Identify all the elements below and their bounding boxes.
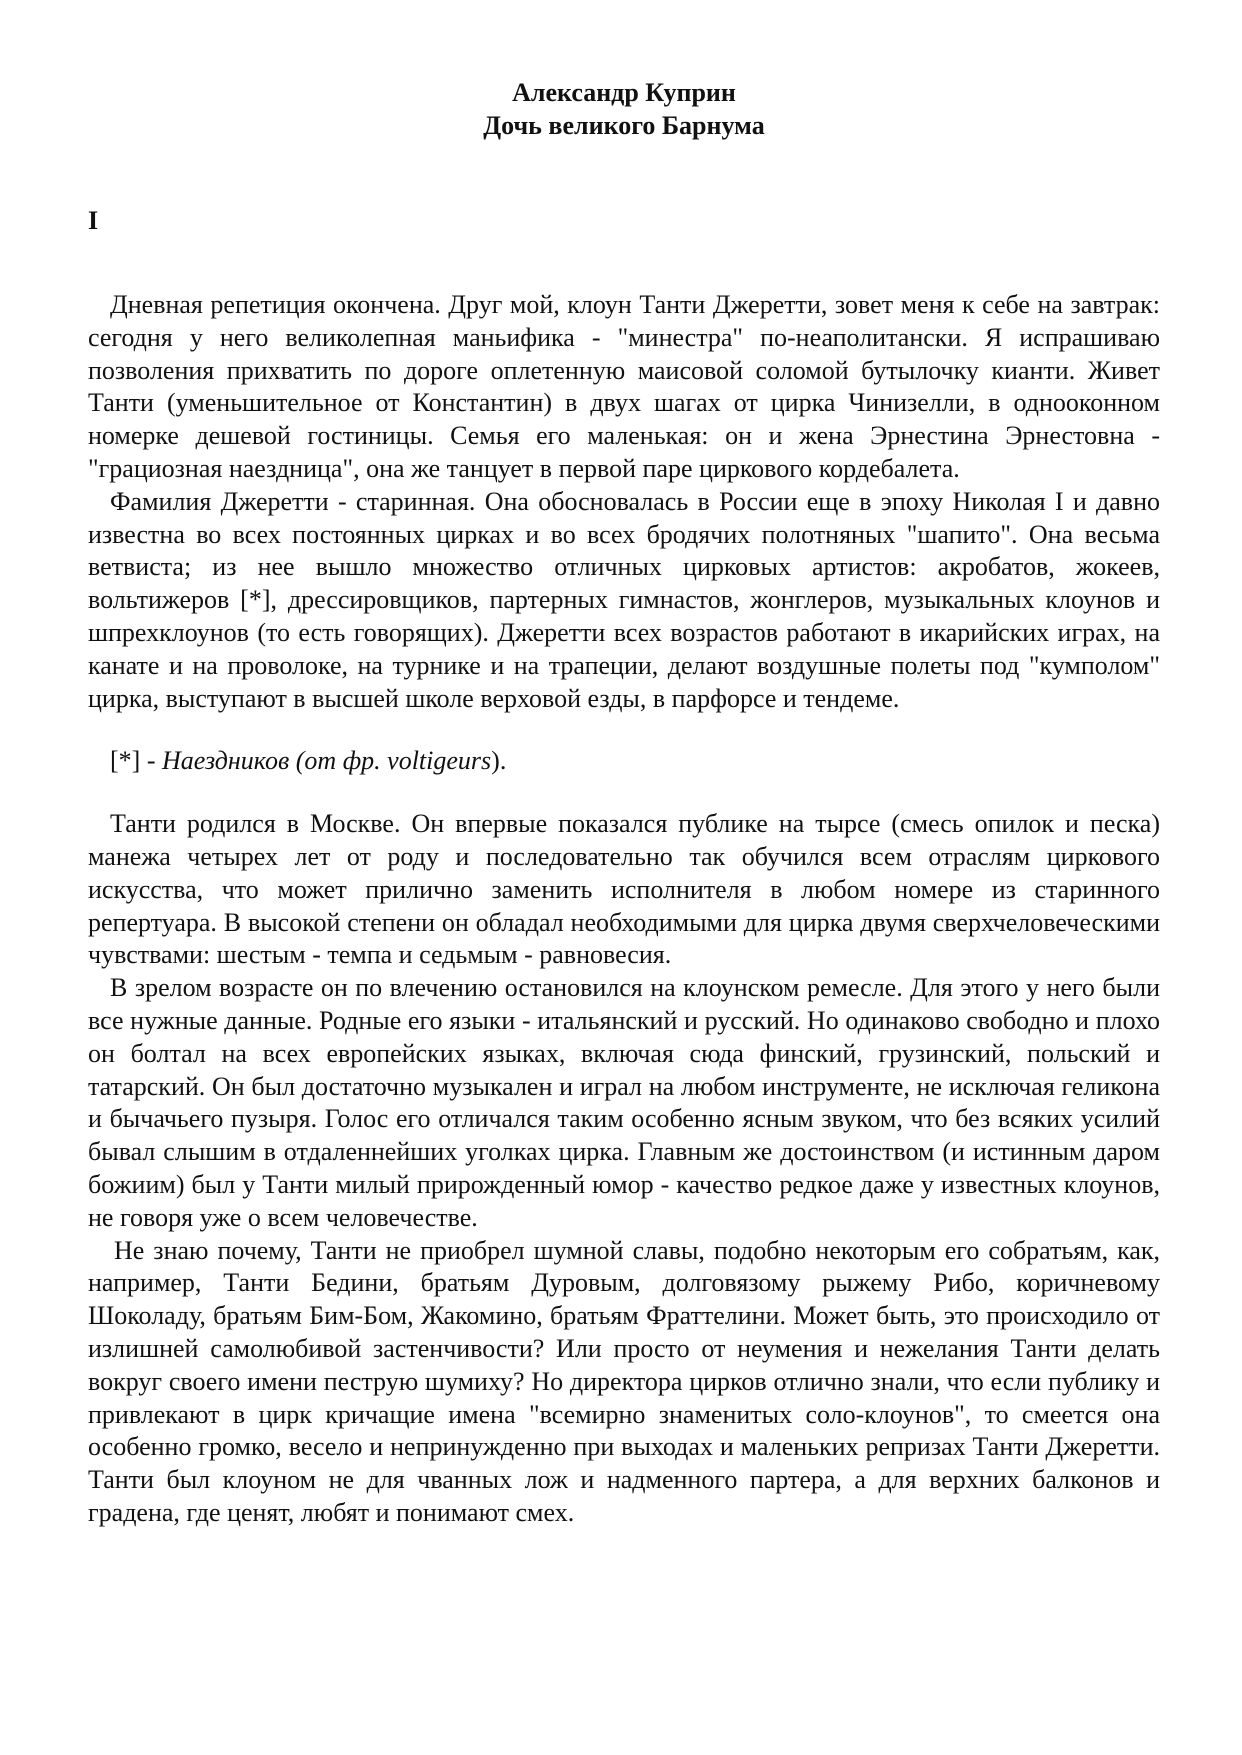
paragraph: Танти родился в Москве. Он впервые показался публике на тырсе (смесь опилок и песка) манежа четырех лет от роду и последовательно так обучился всем отраслям циркового искусства, что может прилично заменить исполнителя в любом номере из старинного репертуара. В высокой степени он обладал необходимыми для цирка двумя сверхчеловеческими чувствами: шестым - темпа и седьмым - равновесия. (88, 809, 1160, 970)
footnote (88, 745, 1160, 778)
footnote-marker: [*] - (110, 746, 162, 776)
footnote-closing: ). (491, 746, 507, 776)
work-title: Дочь великого Барнума (483, 111, 765, 140)
paragraph: Фамилия Джеретти - старинная. Она обосновалась в России еще в эпоху Николая I и давно известна во всех постоянных цирках и во всех бродячих полотняных "шапито". Она весьма ветвиста; из нее вышло множество отличных цирковых артистов: акробатов, жокеев, вольтижеров [*], дрессировщиков, партерных гимнастов, жонглеров, музыкальных клоунов и шпрехклоунов (то есть говорящих). Джеретти всех возрастов работают в икарийских играх, на канате и на проволоке, на турнике и на трапеции, делают воздушные полеты под "кумполом" цирка, выступают в высшей школе верховой езды, в парфорсе и тендеме. (88, 486, 1160, 713)
chapter-number: I (88, 206, 99, 235)
paragraph: Не знаю почему, Танти не приобрел шумной славы, подобно некоторым его собратьям, как, например, Танти Бедини, братьям Дуровым, долговязому рыжему Рибо, коричневому Шоколаду, братьям Бим-Бом, Жакомино, братьям Фраттелини. Может быть, это происходило от излишней самолюбивой застенчивости? Или просто от неумения и нежелания Танти делать вокруг своего имени пеструю шумиху? Но директора цирков отлично знали, что если публику и привлекают в цирк кричащие имена "всемирно знаменитых соло-клоунов", то смеется она особенно громко, весело и непринужденно при выходах и маленьких репризах Танти Джеретти. Танти был клоуном не для чванных лож и надменного партера, а для верхних балконов и градена, где ценят, любят и понимают смех. (88, 1235, 1160, 1527)
footnote-text: Наездников (от фр. voltigeurs (161, 746, 492, 776)
paragraph: В зрелом возрасте он по влечению остановился на клоунском ремесле. Для этого у него были все нужные данные. Родные его языки - итальянский и русский. Но одинаково свободно и плохо он болтал на всех европейских языках, включая сюда финский, грузинский, польский и татарский. Он был достаточно музыкален и играл на любом инструменте, не исключая геликона и бычачьего пузыря. Голос его отличался таким особенно ясным звуком, что без всяких усилий бывал слышим в отдаленнейших уголках цирка. Главным же достоинством (и истинным даром божиим) был у Танти милый прирожденный юмор - качество редкое даже у известных клоунов, не говоря уже о всем человечестве. (88, 973, 1160, 1232)
paragraph: Дневная репетиция окончена. Друг мой, клоун Танти Джеретти, зовет меня к себе на завтрак: сегодня у него великолепная маньифика - "минестра" по-неаполитански. Я испрашиваю позволения прихватить по дороге оплетенную маисовой соломой бутылочку кианти. Живет Танти (уменьшительное от Константин) в двух шагах от цирка Чинизелли, в однооконном номерке дешевой гостиницы. Семья его маленькая: он и жена Эрнестина Эрнестовна - "грациозная наездница", она же танцует в первой паре циркового кордебалета. (88, 290, 1160, 483)
document-page (88, 76, 1160, 1530)
author-name: Александр Куприн (512, 78, 736, 107)
title-block (88, 76, 1160, 142)
